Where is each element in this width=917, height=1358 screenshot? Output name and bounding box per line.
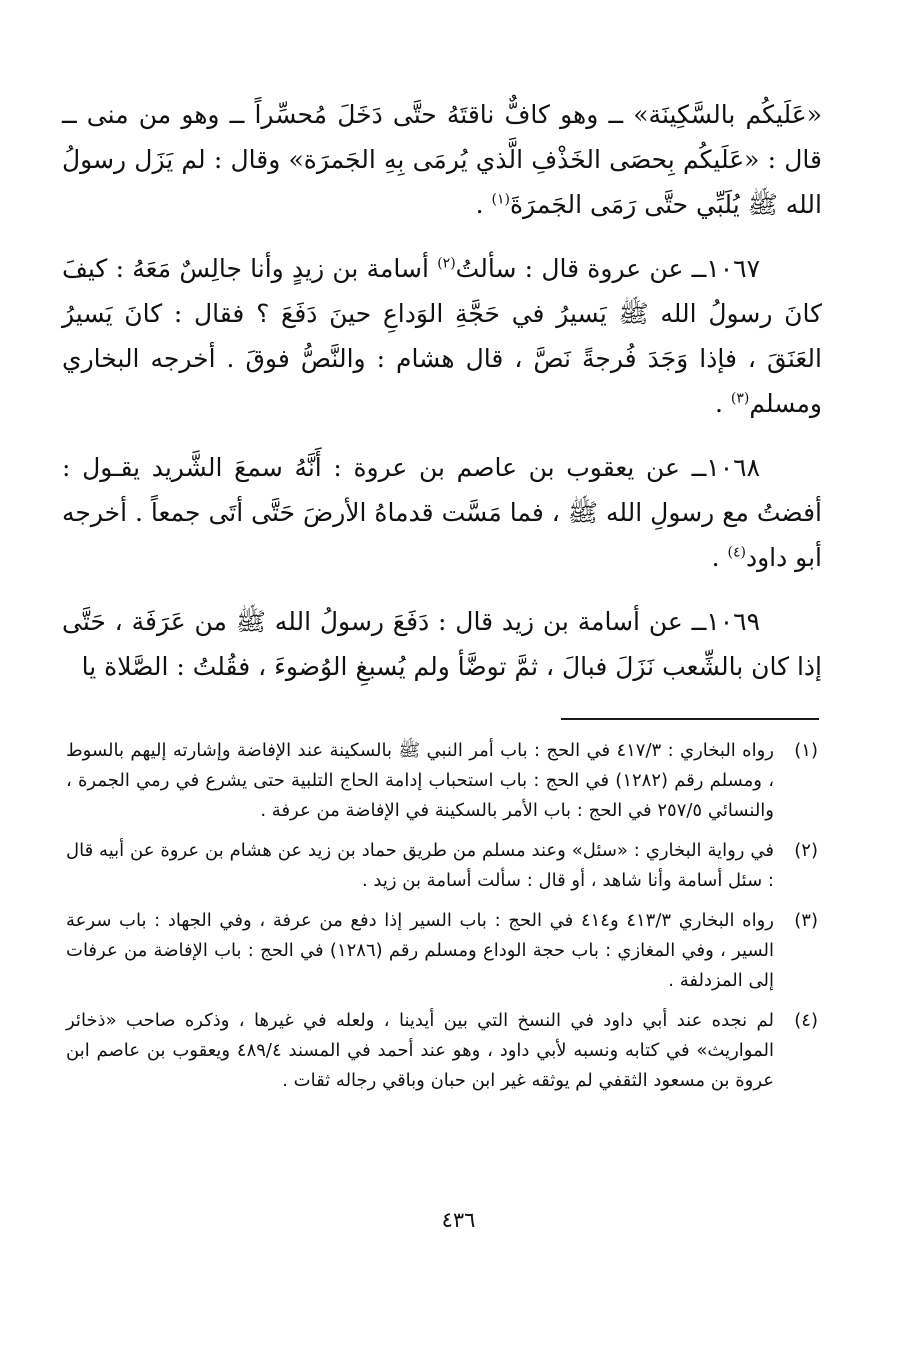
- hadith-text: أسامة بن زيدٍ وأنا جالِسٌ مَعَهُ : كيفَ كانَ رسولُ الله ﷺ يَسيرُ في حَجَّةِ الوَداعِ حينَ دَفَعَ ؟ فقال : كانَ يَسيرُ العَنَقَ ، فإذا وَجَدَ فُرجةً نَصَّ ، قال هشام : والنَّصُّ فوقَ . أخرجه البخاري ومسلم: [62, 254, 822, 418]
- footnote-number: (٢): [794, 840, 818, 861]
- footnote-marker: (٣): [730, 390, 750, 407]
- footnote-marker: (٤): [727, 544, 746, 561]
- hadith-1067: [62, 246, 822, 426]
- footnote-4: [66, 1006, 818, 1096]
- main-text: [62, 92, 822, 689]
- footnote-2: [66, 836, 818, 896]
- hadith-text: ١٠٦٩ــ عن أسامة بن زيد قال : دَفَعَ رسولُ الله ﷺ من عَرَفَة ، حَتَّى إذا كان بالشِّعب نَزَلَ فبالَ ، ثمَّ توضَّأ ولم يُسبغِ الوُضوءَ ، فقُلتُ : الصَّلاة يا: [62, 607, 822, 681]
- footnote-number: (١): [794, 740, 818, 761]
- footnote-text: في رواية البخاري : «سئل» وعند مسلم من طريق حماد بن زيد عن هشام بن عروة عن أبيه قال : سئل أسامة وأنا شاهد ، أو قال : سألت أسامة بن زيد .: [66, 840, 774, 891]
- hadith-text: ١٠٦٨ــ عن يعقوب بن عاصم بن عروة : أَنَّهُ سمعَ الشَّريد يقـول : أفضتُ مع رسولِ الله ﷺ ، فما مَسَّت قدماهُ الأرضَ حَتَّى أتَى جمعاً . أخرجه أبو داود: [62, 453, 822, 572]
- footnote-text: رواه البخاري : ٤١٧/٣ في الحج : باب أمر النبي ﷺ بالسكينة عند الإفاضة وإشارته إليهم بالسوط ، ومسلم رقم (١٢٨٢) في الحج : باب استحباب إدامة الحاج التلبية حتى يشرع في رمي الجمرة ، والنسائي ٢٥٧/٥ في الحج : باب الأمر بالسكينة في الإفاضة من عرفة .: [66, 740, 775, 821]
- footnote-marker: (٢): [437, 255, 456, 272]
- footnote-3: [66, 906, 818, 996]
- hadith-1068: [62, 445, 822, 580]
- footnote-text: لم نجده عند أبي داود في النسخ التي بين أيدينا ، ولعله في غيرها ، وذكره صاحب «ذخائر المواريث» في كتابه ونسبه لأبي داود ، وهو عند أحمد في المسند ٤٨٩/٤ ويعقوب بن عاصم ابن عروة بن مسعود الثقفي لم يوثقه غير ابن حبان وباقي رجاله ثقات .: [66, 1010, 774, 1091]
- footnote-1: [66, 736, 818, 826]
- hadith-tail: .: [711, 543, 728, 572]
- hadith-tail: .: [714, 389, 731, 418]
- page-number: ٤٣٦: [441, 1208, 476, 1232]
- footnote-marker: (١): [491, 191, 511, 208]
- footnotes: [66, 736, 818, 1106]
- paragraph-tail: .: [475, 190, 492, 219]
- footnote-text: رواه البخاري ٤١٣/٣ و٤١٤ في الحج : باب السير إذا دفع من عرفة ، وفي الجهاد : باب سرعة السير ، وفي المغازي : باب حجة الوداع ومسلم رقم (١٢٨٦) في الحج : باب الإفاضة من عرفات إلى المزدلفة .: [66, 910, 775, 991]
- paragraph-text: «عَلَيكُم بالسَّكِينَة» ــ وهو كافٌّ ناقتَهُ حتَّى دَخَلَ مُحسِّراً ــ وهو من منى ــ قال : «عَلَيكُم بِحصَى الخَذْفِ الَّذي يُرمَى بِهِ الجَمرَة» وقال : لم يَزَل رسولُ الله ﷺ يُلَبِّي حتَّى رَمَى الجَمرَةَ: [62, 100, 822, 219]
- footnote-divider: [561, 718, 819, 720]
- footnote-number: (٣): [794, 910, 818, 931]
- hadith-lead: ١٠٦٧ــ عن عروة قال : سألتُ: [455, 254, 760, 283]
- hadith-1069: [62, 599, 822, 689]
- paragraph-continuation: [62, 92, 822, 227]
- footnote-number: (٤): [794, 1010, 818, 1031]
